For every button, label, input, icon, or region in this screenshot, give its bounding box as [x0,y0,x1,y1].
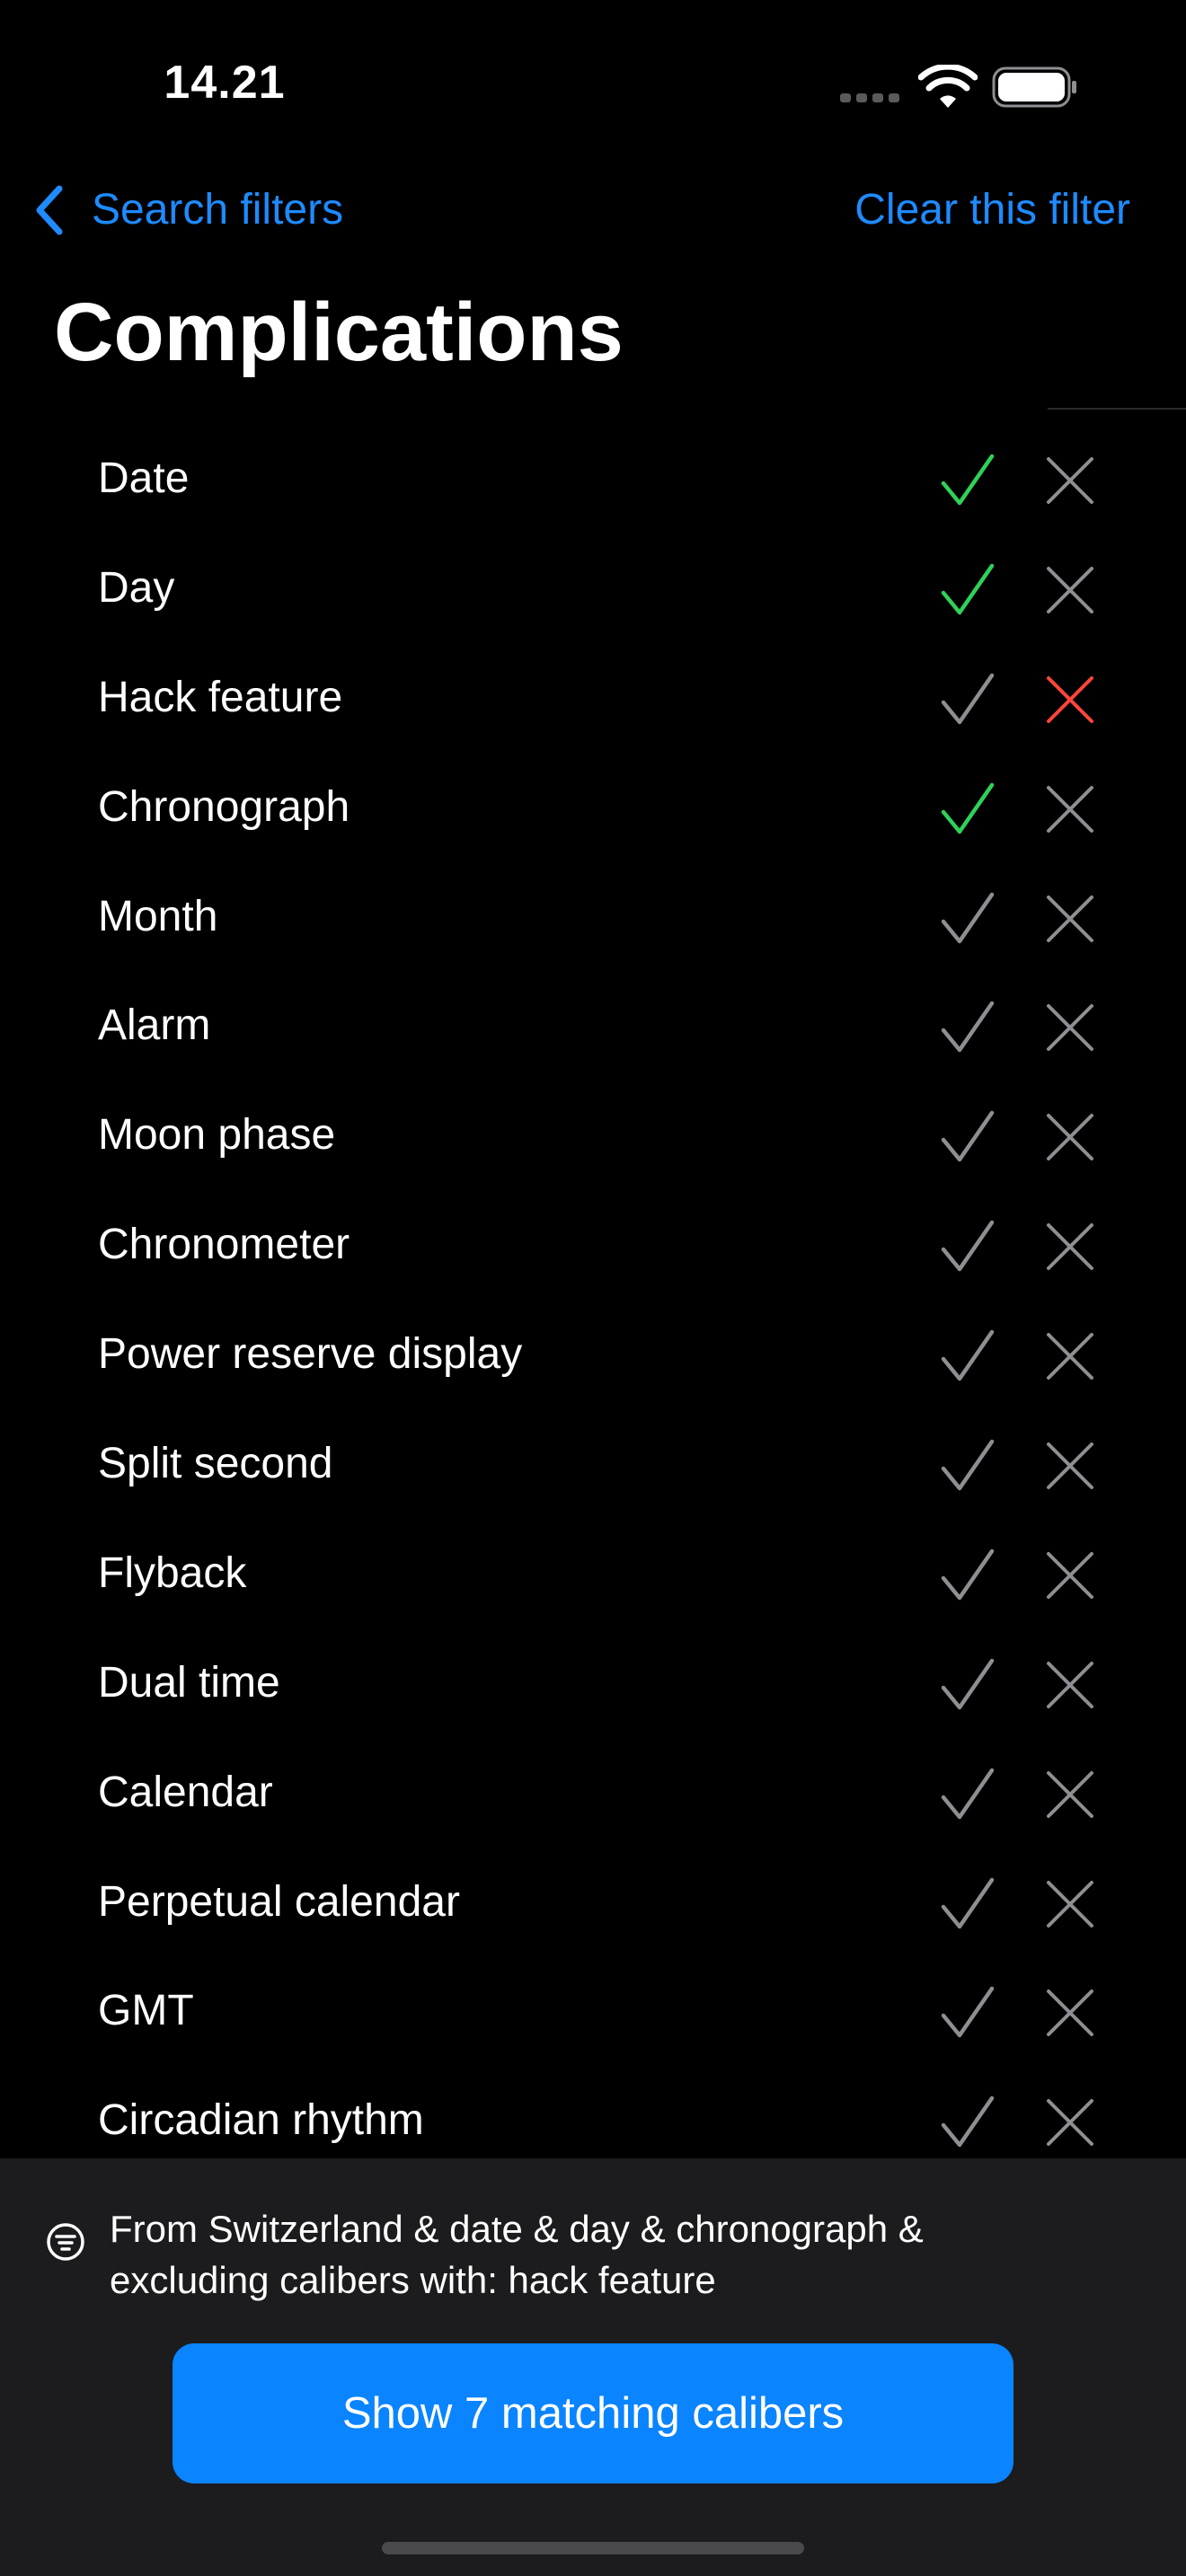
list-item-label: Dual time [98,1658,280,1707]
wifi-icon [918,65,978,110]
exclude-toggle[interactable] [1039,1763,1102,1826]
status-bar [0,0,1186,162]
include-toggle[interactable] [936,1981,999,2044]
back-button[interactable] [32,183,343,237]
cross-icon [1039,2091,1102,2154]
exclude-toggle[interactable] [1039,1215,1102,1278]
include-toggle[interactable] [936,1434,999,1497]
back-button-label: Search filters [92,186,344,234]
checkmark-icon [936,1873,999,1936]
page-title: Complications [54,287,624,378]
checkmark-icon [936,996,999,1059]
exclude-toggle[interactable] [1039,1873,1102,1936]
list-item-label: Circadian rhythm [98,2096,424,2145]
exclude-toggle[interactable] [1039,1654,1102,1716]
cross-icon [1039,887,1102,950]
list-item [0,755,1186,865]
list-item-label: Moon phase [98,1111,336,1160]
checkmark-icon [936,1106,999,1169]
list-item [0,974,1186,1083]
cross-icon [1039,1106,1102,1169]
checkmark-icon [936,2091,999,2154]
checkmark-icon [936,778,999,841]
exclude-toggle[interactable] [1039,668,1102,731]
checkmark-icon [936,668,999,731]
list-item [0,1850,1186,1960]
list-item [0,427,1186,536]
exclude-toggle[interactable] [1039,778,1102,841]
status-time: 14.21 [164,57,286,109]
cross-icon [1039,1215,1102,1278]
cross-icon [1039,996,1102,1059]
checkmark-icon [936,1215,999,1278]
list-item-label: Calendar [98,1768,273,1816]
cross-icon [1039,1981,1102,2044]
include-toggle[interactable] [936,2091,999,2154]
exclude-toggle[interactable] [1039,1106,1102,1169]
list-item [0,1302,1186,1412]
checkmark-icon [936,887,999,950]
include-toggle[interactable] [936,1215,999,1278]
show-matching-button[interactable]: Show 7 matching calibers [173,2343,1013,2483]
list-item [0,2069,1186,2160]
checkmark-icon [936,1981,999,2044]
list-item [0,1959,1186,2069]
include-toggle[interactable] [936,559,999,622]
filter-list-icon [45,2221,86,2263]
navigation-bar [0,171,1186,251]
list-item [0,1193,1186,1302]
include-toggle[interactable] [936,1106,999,1169]
cross-icon [1039,559,1102,622]
include-toggle[interactable] [936,1873,999,1936]
exclude-toggle[interactable] [1039,1544,1102,1607]
list-item-label: Chronometer [98,1221,350,1269]
list-item [0,1522,1186,1631]
exclude-toggle[interactable] [1039,887,1102,950]
list-item-label: Split second [98,1440,333,1488]
filter-summary: From Switzerland & date & day & chronograph & excluding calibers with: hack feature [110,2208,924,2301]
include-toggle[interactable] [936,778,999,841]
cross-icon [1039,668,1102,731]
cross-icon [1039,1873,1102,1936]
list-item-label: Chronograph [98,782,350,831]
exclude-toggle[interactable] [1039,1981,1102,2044]
cross-icon [1039,1434,1102,1497]
cross-icon [1039,778,1102,841]
exclude-toggle[interactable] [1039,996,1102,1059]
list-item [0,1631,1186,1741]
checkmark-icon [936,1325,999,1388]
exclude-toggle[interactable] [1039,2091,1102,2154]
checkmark-icon [936,1434,999,1497]
include-toggle[interactable] [936,887,999,950]
include-toggle[interactable] [936,1763,999,1826]
list-item-label: Flyback [98,1548,247,1597]
home-indicator [382,2542,804,2554]
exclude-toggle[interactable] [1039,449,1102,512]
checkmark-icon [936,559,999,622]
cross-icon [1039,1544,1102,1607]
list-item [0,536,1186,646]
cross-icon [1039,1654,1102,1716]
chevron-left-icon [32,183,68,237]
list-item [0,865,1186,975]
cross-icon [1039,449,1102,512]
clear-filter-button[interactable]: Clear this filter [854,186,1130,234]
include-toggle[interactable] [936,996,999,1059]
include-toggle[interactable] [936,1654,999,1716]
list-item-label: Hack feature [98,673,343,721]
checkmark-icon [936,1654,999,1716]
include-toggle[interactable] [936,668,999,731]
checkmark-icon [936,449,999,512]
bottom-panel [0,2158,1186,2576]
list-item-label: Month [98,892,218,940]
list-item [0,1083,1186,1193]
include-toggle[interactable] [936,449,999,512]
cross-icon [1039,1325,1102,1388]
list-item-label: GMT [98,1987,194,2035]
include-toggle[interactable] [936,1325,999,1388]
list-item-label: Date [98,454,190,502]
complications-list[interactable] [0,427,1186,2160]
list-item [0,1741,1186,1850]
list-item [0,1412,1186,1522]
checkmark-icon [936,1544,999,1607]
cross-icon [1039,1763,1102,1826]
divider [1048,408,1186,410]
battery-icon [992,66,1078,108]
include-toggle[interactable] [936,1544,999,1607]
exclude-toggle[interactable] [1039,1434,1102,1497]
list-item-label: Alarm [98,1001,211,1050]
cellular-signal-icon [840,93,899,102]
list-item [0,646,1186,755]
list-item-label: Power reserve display [98,1330,523,1379]
list-item-label: Day [98,563,175,612]
checkmark-icon [936,1763,999,1826]
list-item-label: Perpetual calendar [98,1877,460,1926]
exclude-toggle[interactable] [1039,1325,1102,1388]
exclude-toggle[interactable] [1039,559,1102,622]
